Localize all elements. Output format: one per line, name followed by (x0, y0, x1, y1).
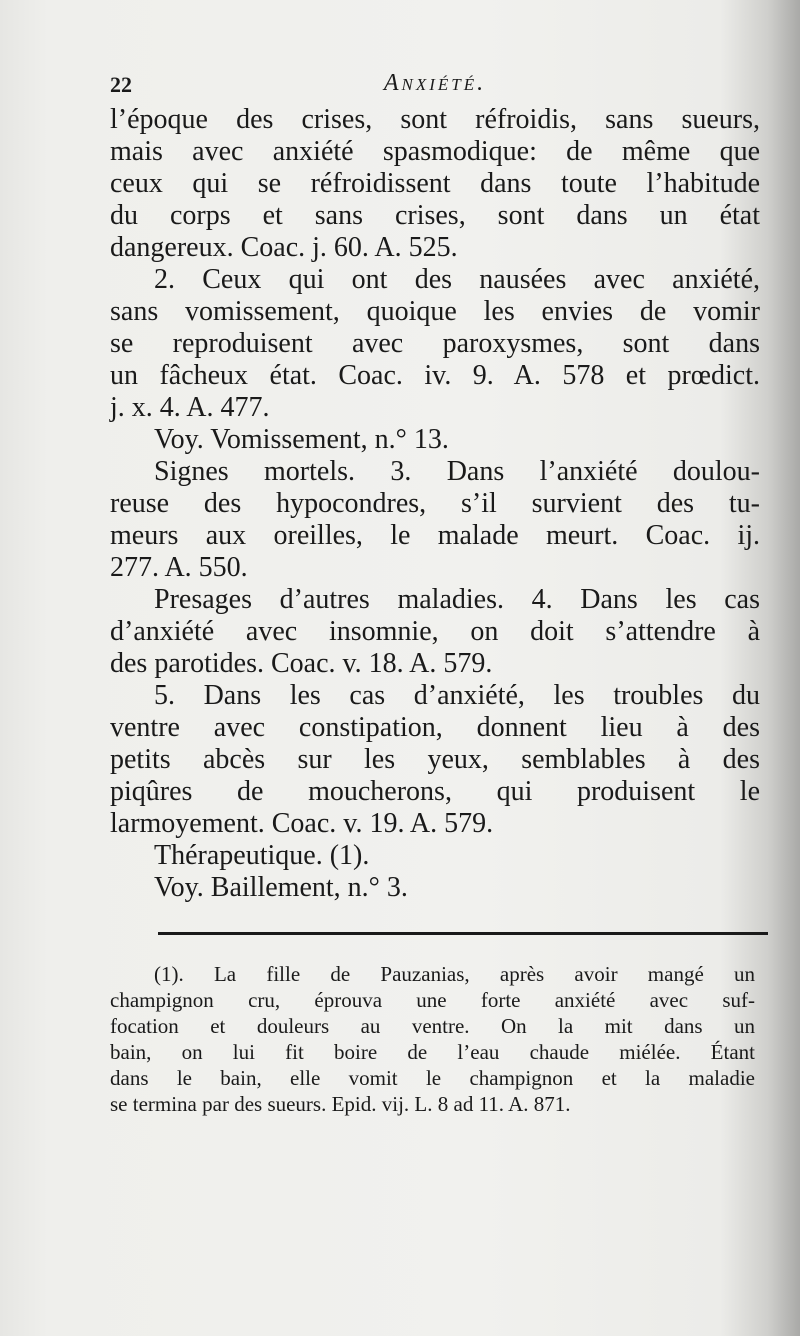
body-line: ventre avec constipation, donnent lieu à des (110, 712, 760, 743)
body-line: Voy. Baillement, n.° 3. (154, 872, 408, 903)
footnote-line: bain, on lui fit boire de l’eau chaude miélée. Étant (110, 1040, 755, 1064)
body-line: se reproduisent avec paroxysmes, sont dans (110, 328, 760, 359)
body-line: j. x. 4. A. 477. (110, 392, 270, 423)
body-line: ceux qui se réfroidissent dans toute l’habitude (110, 168, 760, 199)
page-content (110, 64, 760, 1117)
body-line: un fâcheux état. Coac. iv. 9. A. 578 et prœdict. (110, 360, 760, 391)
body-text (110, 104, 760, 904)
body-line: sans vomissement, quoique les envies de vomir (110, 296, 760, 327)
body-line: larmoyement. Coac. v. 19. A. 579. (110, 808, 494, 839)
body-line: mais avec anxiété spasmodique: de même que (110, 136, 760, 167)
body-line: 2. Ceux qui ont des nausées avec anxiété, (154, 264, 760, 295)
body-line: petits abcès sur les yeux, semblables à des (110, 744, 760, 775)
footnote-line: champignon cru, éprouva une forte anxiété avec suf- (110, 988, 755, 1012)
body-line: reuse des hypocondres, s’il survient des tu- (110, 488, 760, 519)
footnote-line: focation et douleurs au ventre. On la mit dans un (110, 1014, 755, 1038)
footnote (110, 961, 760, 1117)
body-line: des parotides. Coac. v. 18. A. 579. (110, 648, 493, 679)
footnote-rule (158, 932, 768, 935)
body-line: meurs aux oreilles, le malade meurt. Coac. ij. (110, 520, 760, 551)
footnote-line: se termina par des sueurs. Epid. vij. L. 8 ad 11. A. 871. (110, 1092, 571, 1116)
body-line: du corps et sans crises, sont dans un état (110, 200, 760, 231)
body-line: Presages d’autres maladies. 4. Dans les cas (154, 584, 760, 615)
body-line: piqûres de moucherons, qui produisent le (110, 776, 760, 807)
body-line: Voy. Vomissement, n.° 13. (154, 424, 449, 455)
page-header (110, 64, 760, 104)
body-line: Signes mortels. 3. Dans l’anxiété doulou- (154, 456, 760, 487)
body-line: 277. A. 550. (110, 552, 248, 583)
page-number: 22 (110, 72, 132, 97)
body-line: l’époque des crises, sont réfroidis, sans sueurs, (110, 104, 760, 135)
body-line: dangereux. Coac. j. 60. A. 525. (110, 232, 458, 263)
footnote-line: (1). La fille de Pauzanias, après avoir mangé un (154, 962, 755, 986)
footnote-line: dans le bain, elle vomit le champignon et la maladie (110, 1066, 755, 1090)
body-line: Thérapeutique. (1). (154, 840, 370, 871)
running-title: Anxiété. (383, 70, 487, 96)
body-line: d’anxiété avec insomnie, on doit s’attendre à (110, 616, 760, 647)
body-line: 5. Dans les cas d’anxiété, les troubles du (154, 680, 760, 711)
